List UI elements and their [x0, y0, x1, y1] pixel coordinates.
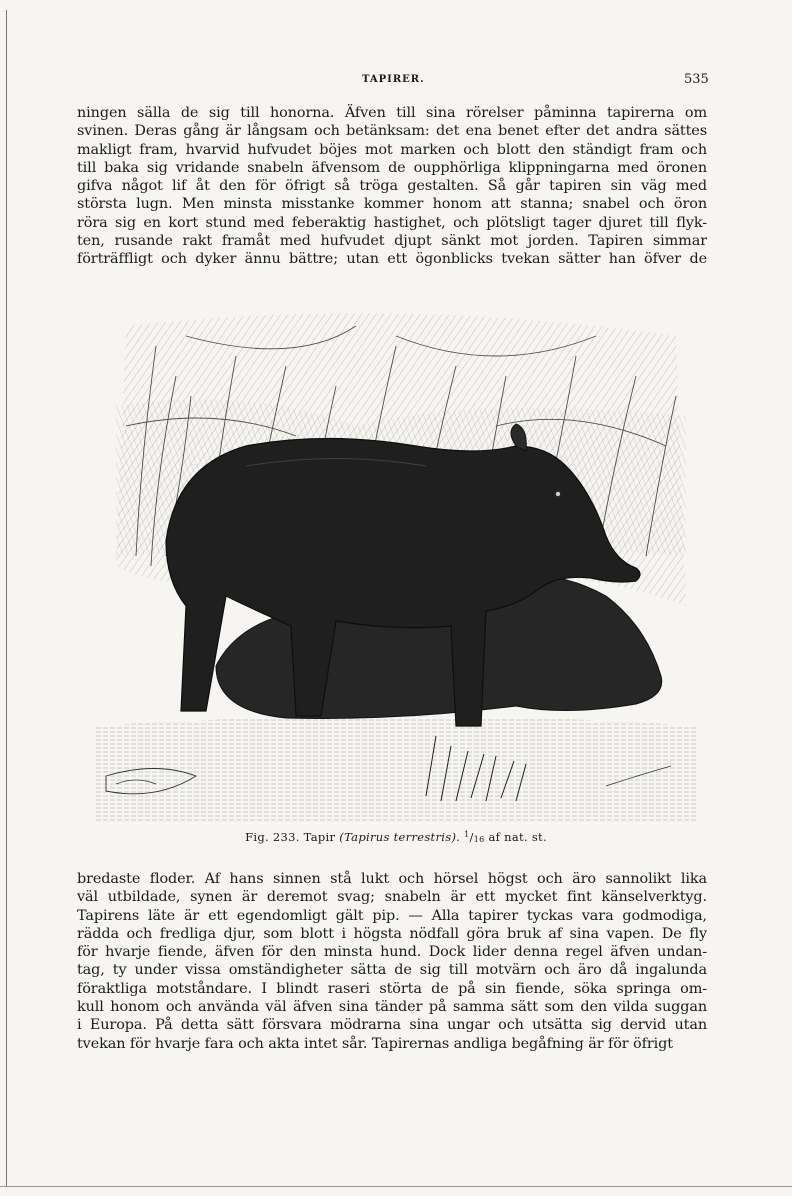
text-line: kull honom och använda väl äfven sina tänder på samma sätt som den vilda suggan — [77, 999, 707, 1016]
text-line: tvekan för hvarje fara och akta intet sår. Tapirernas andliga begåfning är för öfrigt — [77, 1035, 673, 1052]
text-line: rädda och fredliga djur, som blott i högsta nödfall göra bruk af sina vapen. De fly — [77, 925, 707, 942]
figure-caption: Fig. 233. Tapir (Tapirus terrestris). $^1$/16 af nat. st. — [245, 830, 547, 844]
page-number: 535 — [684, 72, 709, 87]
text-line: största lugn. Men minsta misstanke kommer honom att stanna; snabel och öron — [77, 196, 707, 213]
caption-scale-numerator: 1 — [464, 830, 470, 839]
text-line: ningen sälla de sig till honorna. Äfven till sina rörelser påminna tapirerna om — [77, 105, 707, 121]
tapir-engraving — [96, 306, 696, 822]
tapir-illustration — [96, 306, 696, 822]
text-line: tag, ty under vissa omständigheter sätta de sig till motvärn och äro då ingalunda — [77, 962, 707, 979]
text-line: förträffligt och dyker ännu bättre; utan ett ögonblicks tvekan sätter han öfver de — [77, 251, 707, 268]
body-text-bottom — [77, 870, 707, 1053]
body-text-top — [77, 104, 707, 269]
page-edge — [6, 10, 7, 1186]
text-line: i Europa. På detta sätt försvara mödrarna sina ungar och utsätta sig dervid utan — [77, 1017, 707, 1034]
text-line: för hvarje fiende, äfven för den minsta hund. Dock lider denna regel äfven undan- — [77, 944, 707, 961]
running-title: TAPIRER. — [362, 74, 425, 85]
text-line: bredaste floder. Af hans sinnen stå lukt och hörsel högst och äro sannolikt lika — [77, 871, 707, 887]
caption-prefix: Fig. 233. Tapir — [245, 830, 336, 844]
text-line: gifva något lif åt den för öfrigt så tröga gestalten. Så går tapiren sin väg med — [77, 178, 707, 195]
text-line: makligt fram, hvarvid hufvudet böjes mot marken och blott den ständigt fram och — [77, 141, 707, 158]
running-header — [0, 74, 792, 90]
caption-species: (Tapirus terrestris). — [339, 830, 461, 844]
text-line: väl utbildade, synen är deremot svag; snabeln är ett mycket fint känselverktyg. — [77, 889, 707, 906]
caption-suffix: af nat. st. — [488, 830, 547, 844]
caption-scale-denominator: 16 — [473, 835, 485, 844]
text-line: till baka sig vridande snabeln äfvensom de oupphörliga klippningarna med öronen — [77, 159, 707, 176]
page-bottom-edge — [0, 1186, 792, 1187]
text-line: svinen. Deras gång är långsam och betänksam: det ena benet efter det andra sättes — [77, 123, 707, 140]
text-line: föraktliga motståndare. I blindt raseri störta de på sin fiende, söka springa om- — [77, 980, 707, 997]
text-line: Tapirens läte är ett egendomligt gält pip. — Alla tapirer tyckas vara godmodiga, — [77, 907, 707, 924]
text-line: röra sig en kort stund med feberaktig hastighet, och plötsligt tager djuret till flyk- — [77, 214, 707, 231]
text-line: ten, rusande rakt framåt med hufvudet djupt sänkt mot jorden. Tapiren simmar — [77, 233, 707, 250]
